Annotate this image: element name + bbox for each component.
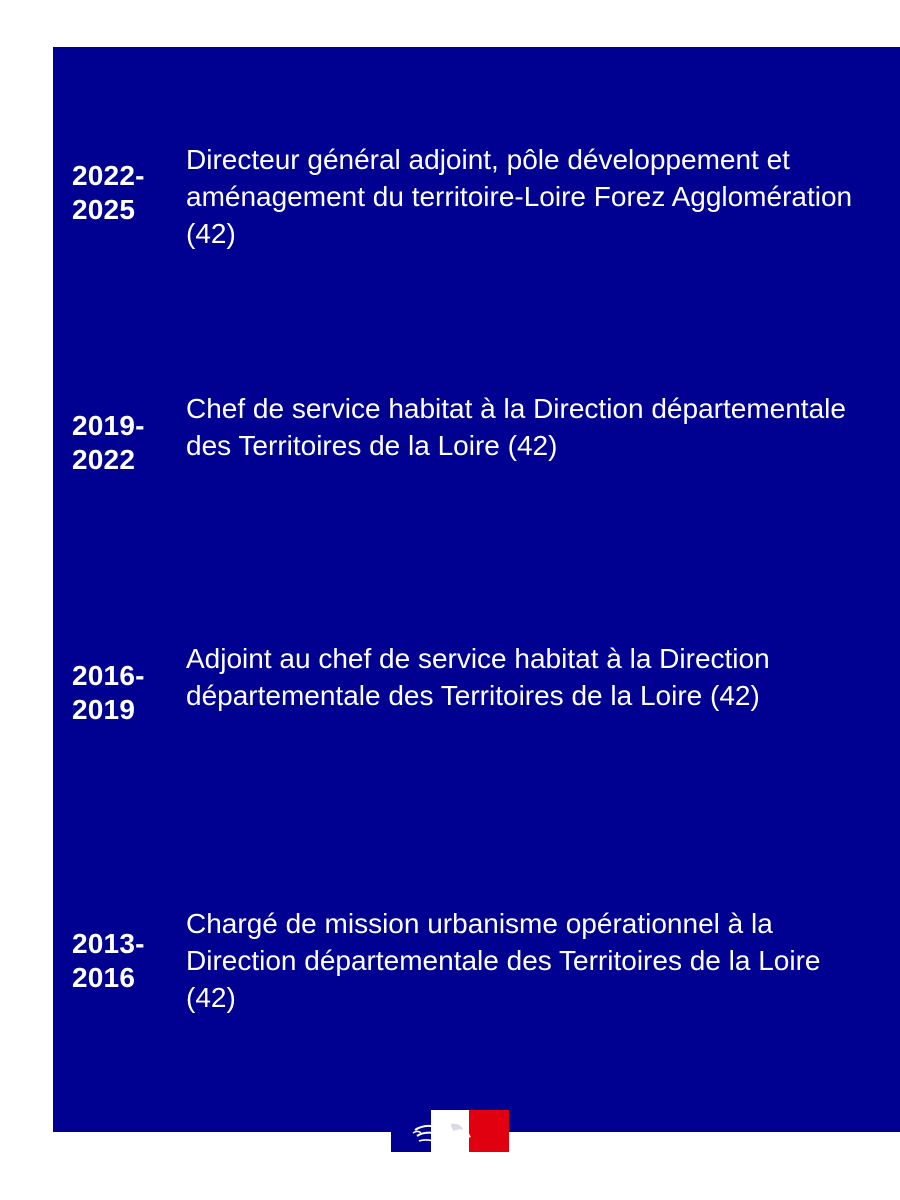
period-end: 2025: [72, 194, 136, 225]
career-description: Chef de service habitat à la Direction départementale des Territoires de la Loire (42): [186, 393, 846, 461]
period-start: 2022-: [72, 160, 145, 191]
period-end: 2019: [72, 694, 136, 725]
career-description: Adjoint au chef de service habitat à la Direction départementale des Territoires de la Loire (42): [186, 643, 770, 711]
period-start: 2019-: [72, 410, 145, 441]
period-start: 2016-: [72, 660, 145, 691]
career-period: [72, 159, 172, 227]
period-end: 2022: [72, 444, 136, 475]
period-start: 2013-: [72, 928, 145, 959]
marianne-logo-icon: [391, 1110, 509, 1152]
career-description: Directeur général adjoint, pôle développement et aménagement du territoire-Loire Forez Agglomération (42): [186, 144, 853, 249]
career-period: [72, 927, 172, 995]
career-description: Chargé de mission urbanisme opérationnel à la Direction départementale des Territoires de la Loire (42): [186, 908, 821, 1013]
career-panel: [53, 47, 900, 1132]
period-end: 2016: [72, 962, 136, 993]
career-period: [72, 659, 172, 727]
career-period: [72, 409, 172, 477]
